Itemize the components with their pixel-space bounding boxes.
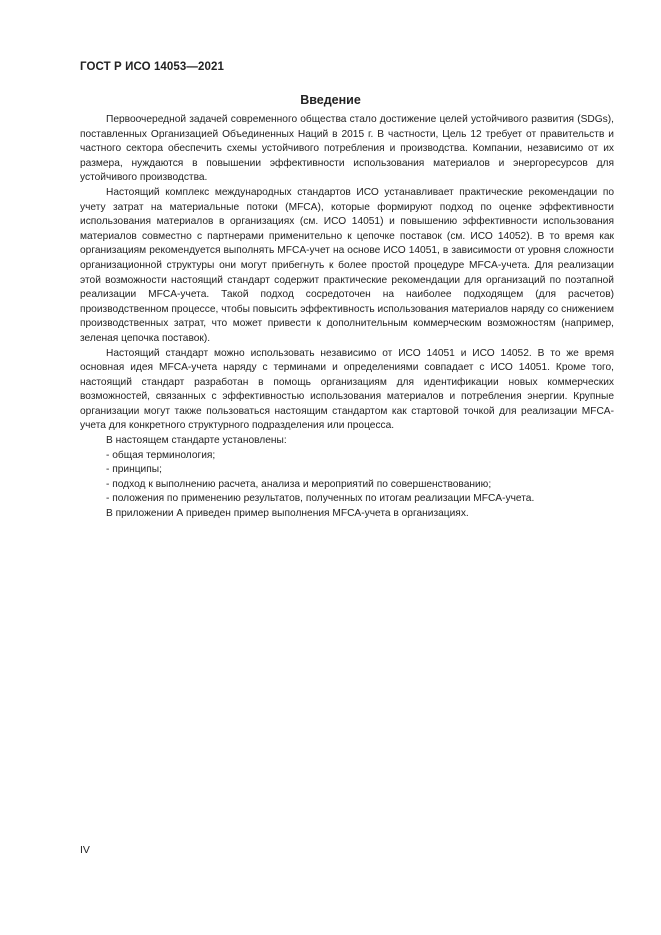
body-text bbox=[80, 113, 614, 522]
section-title: Введение bbox=[300, 93, 361, 107]
list-item: - общая терминология; bbox=[106, 449, 216, 461]
paragraph-2: Настоящий комплекс международных стандартов ИСО устанавливает практические рекомендации по учету затрат на материальные потоки (MFCA), которые формируют подход по оценке эффективности использования материалов в организациях (см. ИСО 14051) и повышению эффективности использования материалов совместно с партнерами применительно к цепочке поставок (см. ИСО 14052). В то время как организациям рекомендуется выполнять MFCA-учет на основе ИСО 14051, в зависимости от уровня сложности организационной структуры они могут прибегнуть к более простой процедуре MFCA-учета. Для реализации этой возможности настоящий стандарт содержит практические рекомендации для организаций по поэтапной реализации MFCA-учета. Такой подход сосредоточен на наиболее подходящем (для расчетов) производственном процессе, чтобы повысить эффективность использования материалов наряду со снижением производственных затрат, что может привести к дополнительным коммерческим возможностям (например, зеленая цепочка поставок). bbox=[80, 186, 614, 344]
document-id-header: ГОСТ Р ИСО 14053—2021 bbox=[80, 61, 225, 73]
list-item: - принципы; bbox=[106, 464, 162, 476]
closing-paragraph: В приложении А приведен пример выполнения MFCA-учета в организациях. bbox=[106, 508, 469, 520]
list-intro: В настоящем стандарте установлены: bbox=[106, 435, 287, 447]
paragraph-3: Настоящий стандарт можно использовать независимо от ИСО 14051 и ИСО 14052. В то же время основная идея MFCA-учета наряду с терминами и определениями совпадает с ИСО 14051. Кроме того, настоящий стандарт разработан в помощь организациям для идентификации новых коммерческих возможностей, связанных с эффективностью использования материалов и потребления энергии. Крупные организации могут также пользоваться настоящим стандартом как стартовой точкой для реализации MFCA-учета для конкретного структурного подразделения или процесса. bbox=[80, 347, 614, 432]
list-item: - подход к выполнению расчета, анализа и мероприятий по совершенствованию; bbox=[106, 478, 492, 490]
page-number: IV bbox=[80, 844, 90, 856]
list-item: - положения по применению результатов, полученных по итогам реализации MFCA-учета. bbox=[106, 493, 535, 505]
paragraph-1: Первоочередной задачей современного общества стало достижение целей устойчивого развития (SDGs), поставленных Организацией Объединенных Наций в 2015 г. В частности, Цель 12 требует от правительств и частного сектора обеспечить схемы устойчивого потребления и производства. Компании, независимо от их размера, нуждаются в повышении эффективности использования материалов и энергоресурсов для устойчивого производства. bbox=[80, 114, 614, 184]
